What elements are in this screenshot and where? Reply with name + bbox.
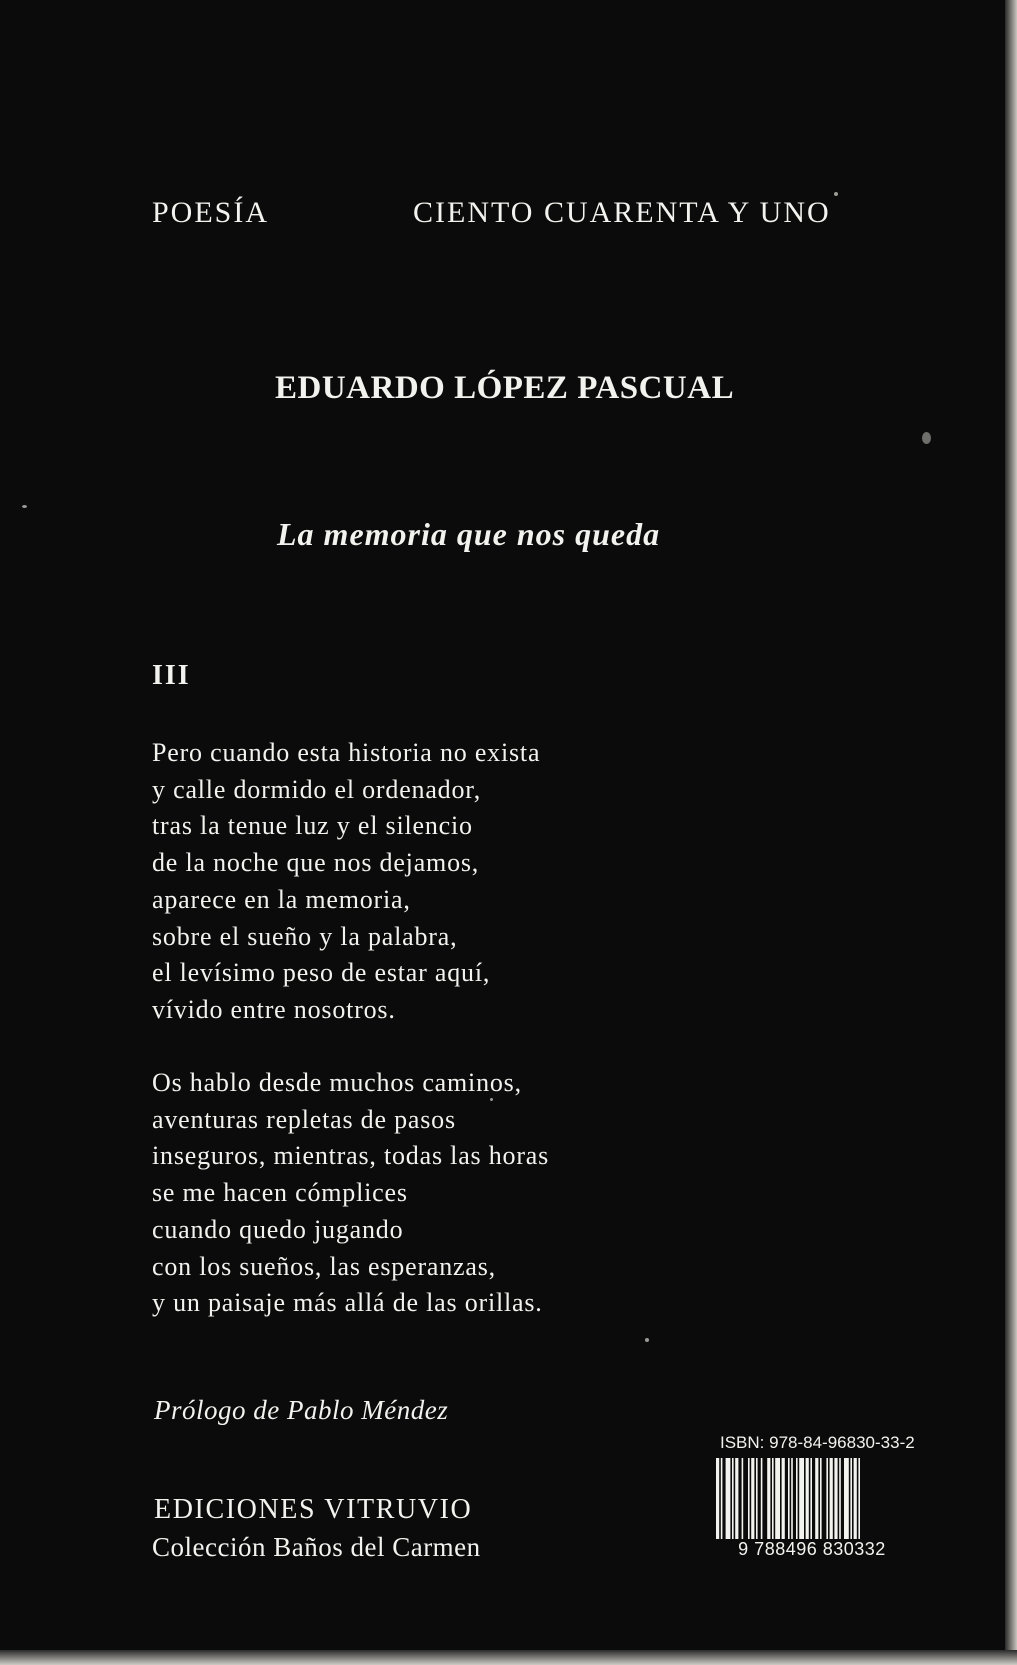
barcode-bar <box>839 1458 841 1542</box>
barcode <box>712 1458 912 1559</box>
author-name: EDUARDO LÓPEZ PASCUAL <box>275 370 735 406</box>
speck <box>490 1098 493 1101</box>
poem-line: cuando quedo jugando <box>152 1214 404 1244</box>
poem-stanza-2 <box>152 1065 549 1322</box>
poem-line: inseguros, mientras, todas las horas <box>152 1141 550 1171</box>
barcode-bar <box>858 1458 860 1542</box>
publisher-name: EDICIONES VITRUVIO <box>154 1494 473 1525</box>
barcode-bar <box>756 1458 758 1542</box>
cover-edge <box>0 1650 1017 1665</box>
poem-line: y un paisaje más allá de las orillas. <box>152 1288 543 1318</box>
prologue-credit: Prólogo de Pablo Méndez <box>154 1395 449 1425</box>
barcode-bar <box>782 1458 785 1542</box>
barcode-bar <box>844 1458 849 1542</box>
poem-section-number: III <box>152 660 191 691</box>
poem-line: sobre el sueño y la palabra, <box>152 921 458 951</box>
barcode-bar <box>721 1458 723 1542</box>
series-number: CIENTO CUARENTA Y UNO <box>413 196 831 229</box>
barcode-bar <box>735 1458 738 1542</box>
collection-name: Colección Baños del Carmen <box>152 1532 481 1562</box>
barcode-bar <box>826 1458 828 1542</box>
barcode-bar <box>799 1458 804 1542</box>
barcode-bar <box>767 1458 770 1542</box>
cover-edge <box>1005 0 1017 1665</box>
poem-line: aventuras repletas de pasos <box>152 1104 456 1134</box>
poem-line: se me hacen cómplices <box>152 1178 408 1208</box>
barcode-bar <box>726 1458 731 1542</box>
barcode-bar <box>742 1458 744 1542</box>
speck <box>922 432 931 444</box>
series-genre: POESÍA <box>152 196 270 229</box>
poem-line: aparece en la memoria, <box>152 884 411 914</box>
poem-line: con los sueños, las esperanzas, <box>152 1251 496 1281</box>
barcode-bar <box>751 1458 754 1542</box>
barcode-bar <box>850 1458 852 1542</box>
speck <box>645 1338 649 1342</box>
barcode-bar <box>772 1458 774 1542</box>
poem-line: Pero cuando esta historia no exista <box>152 738 541 767</box>
poem-line: Os hablo desde muchos caminos, <box>152 1068 522 1097</box>
barcode-bar <box>775 1458 780 1542</box>
speck <box>22 505 27 508</box>
barcode-bar <box>810 1458 812 1542</box>
barcode-bar <box>815 1458 818 1542</box>
book-title: La memoria que nos queda <box>277 516 661 552</box>
barcode-bar <box>791 1458 793 1542</box>
barcode-bar <box>732 1458 734 1542</box>
barcode-bar <box>806 1458 809 1542</box>
barcode-bar <box>796 1458 798 1542</box>
barcode-bar <box>788 1458 790 1542</box>
barcode-bar <box>716 1458 719 1542</box>
barcode-bar <box>820 1458 822 1542</box>
poem-line: vívido entre nosotros. <box>152 994 396 1024</box>
barcode-digits: 9 788496 830332 <box>712 1539 912 1560</box>
poem-stanza-1 <box>152 735 540 1029</box>
barcode-bars <box>716 1458 908 1542</box>
barcode-bar <box>854 1458 857 1542</box>
barcode-bar <box>834 1458 837 1542</box>
barcode-bar <box>748 1458 750 1542</box>
poem-line: el levísimo peso de estar aquí, <box>152 958 491 988</box>
barcode-bar <box>830 1458 833 1542</box>
poem-line: de la noche que nos dejamos, <box>152 848 480 878</box>
isbn-label: ISBN: 978-84-96830-33-2 <box>720 1433 915 1452</box>
speck <box>834 192 838 196</box>
poem-line: tras la tenue luz y el silencio <box>152 811 473 841</box>
barcode-bar <box>761 1458 763 1542</box>
poem-line: y calle dormido el ordenador, <box>152 774 481 804</box>
